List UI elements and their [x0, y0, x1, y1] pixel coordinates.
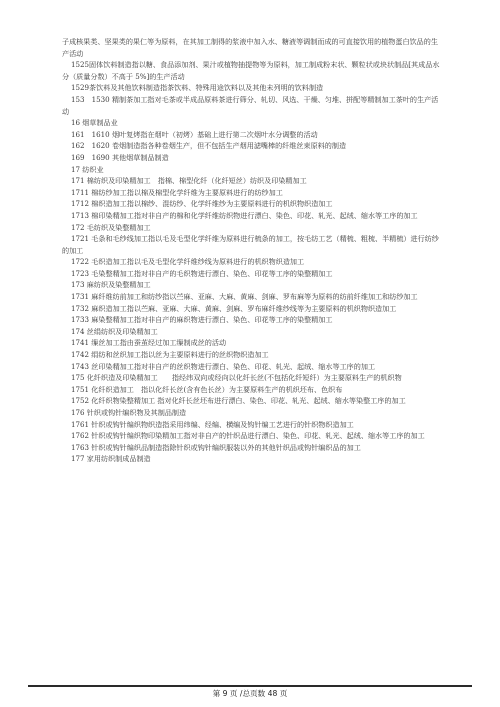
- paragraph: 172 毛纺织及染整精加工: [71, 222, 151, 232]
- paragraph: 1723 毛染整精加工指对非自产的毛织物进行漂白、染色、印花等工序的染整精加工: [71, 268, 333, 278]
- paragraph: 1721 毛条和毛纱线加工指以毛及毛型化学纤维为原料进行梳条的加工，按毛纺工艺（精梳、粗梳、半精梳）进行纺纱的加工: [62, 234, 439, 255]
- paragraph: 1529茶饮料及其他饮料制造指茶饮料、特殊用途饮料以及其他未列明的饮料制造: [71, 83, 324, 93]
- paragraph: 1763 针织或钩针编织品制造指除针织或钩针编织服装以外的其他针织品或钩针编织品的加工: [71, 442, 361, 452]
- paragraph: 1733 麻染整精加工指对非自产的麻织物进行漂白、染色、印花等工序的染整精加工: [71, 315, 333, 325]
- paragraph: 1722 毛织造加工指以毛及毛型化学纤维纱线为原料进行的机织物织造加工: [71, 257, 305, 267]
- paragraph: 1762 针织或钩针编织物印染精加工指对非自产的针织品进行漂白、染色、印花、轧光、起绒、缩水等工序的加工: [71, 431, 425, 441]
- paragraph: 161 1610 烟叶复烤指在烟叶（初烤）基础上进行第二次烟叶水分调整的活动: [71, 129, 318, 139]
- document-body: [62, 36, 440, 465]
- paragraph: 177 家用纺织制成品制造: [71, 454, 151, 464]
- paragraph: 1525固体饮料制造指以糖、食品添加剂、果汁或植物抽提物等为原料，加工制成粉末状、颗粒状或块状制品[其成品水分（质量分数）不高于 5%]的生产活动: [62, 60, 440, 81]
- paragraph: 1761 针织或钩针编织物织造指采用纬编、经编、横编及钩针编工艺进行的针织物织造加工: [71, 419, 354, 429]
- paragraph: 1741 缫丝加工指由蚕茧经过加工缫制成丝的活动: [71, 338, 227, 348]
- paragraph: 153 1530 精制茶加工指对毛茶或半成品原料茶进行筛分、轧切、风选、干燥、匀堆、拼配等精制加工茶叶的生产活动: [62, 94, 439, 116]
- paragraph: 162 1620 卷烟制造指各种卷烟生产，但不包括生产烟用滤嘴棒的纤维丝束原料的制造: [71, 141, 347, 151]
- paragraph: 175 化纤织造及印染精加工 指经纬双向或经向以化纤长丝(不包括化纤短纤）为主要原料生产的机织物: [71, 373, 402, 383]
- paragraph: 173 麻纺织及染整精加工: [71, 280, 151, 290]
- paragraph: 171 棉纺织及印染精加工 指棉、棉型化纤（化纤短丝）纺织及印染精加工: [71, 176, 307, 186]
- paragraph: 1743 丝印染精加工指对非自产的丝织物进行漂白、染色、印花、轧光、起绒、缩水等工序的加工: [71, 361, 376, 371]
- paragraph: 169 1690 其他烟草制品制造: [71, 152, 169, 162]
- paragraph: 16 烟草制品业: [71, 118, 118, 128]
- paragraph: 1732 麻织造加工指以苎麻、亚麻、大麻、黄麻、剑麻、罗布麻纤维纱线等为主要原料的机织物织造加工: [71, 303, 397, 313]
- paragraph: 1711 棉纺纱加工指以棉及棉型化学纤维为主要原料进行的纺纱加工: [71, 187, 283, 197]
- paragraph: 1751 化纤织造加工 指以化纤长丝(含有色长丝）为主要原料生产的机织坯布、色织布: [71, 384, 343, 394]
- paragraph: 子成核果类、坚果类的果仁等为原料，在其加工制得的浆液中加入水、糖液等调制而成的可直接饮用的植物蛋白饮品的生产活动: [62, 37, 438, 58]
- paragraph: 1742 绢纺和丝织加工指以丝为主要原料进行的丝织物织造加工: [71, 350, 269, 360]
- paragraph: 1731 麻纤维纺前加工和纺纱指以苎麻、亚麻、大麻、黄麻、剑麻、罗布麻等为原料的纺前纤维加工和纺纱加工: [71, 292, 418, 302]
- page-number: 第 9 页 /总页数 48 页: [212, 689, 288, 698]
- paragraph: 1752 化纤织物染整精加工 指对化纤长丝坯布进行漂白、染色、印花、轧光、起绒、缩水等染整工序的加工: [71, 396, 406, 406]
- paragraph: 176 针织或钩针编织物及其制品制造: [71, 408, 187, 417]
- paragraph: 174 丝绢纺织及印染精加工: [71, 326, 158, 336]
- paragraph: 1713 棉印染精加工指对非自产的棉和化学纤维纺织物进行漂白、染色、印花、轧光、起绒、缩水等工序的加工: [71, 210, 418, 220]
- paragraph: 17 纺织业: [71, 164, 104, 174]
- paragraph: 1712 棉织造加工指以棉纱、混纺纱、化学纤维纱为主要原料进行的机织物织造加工: [71, 199, 333, 209]
- footer-divider: [28, 685, 472, 687]
